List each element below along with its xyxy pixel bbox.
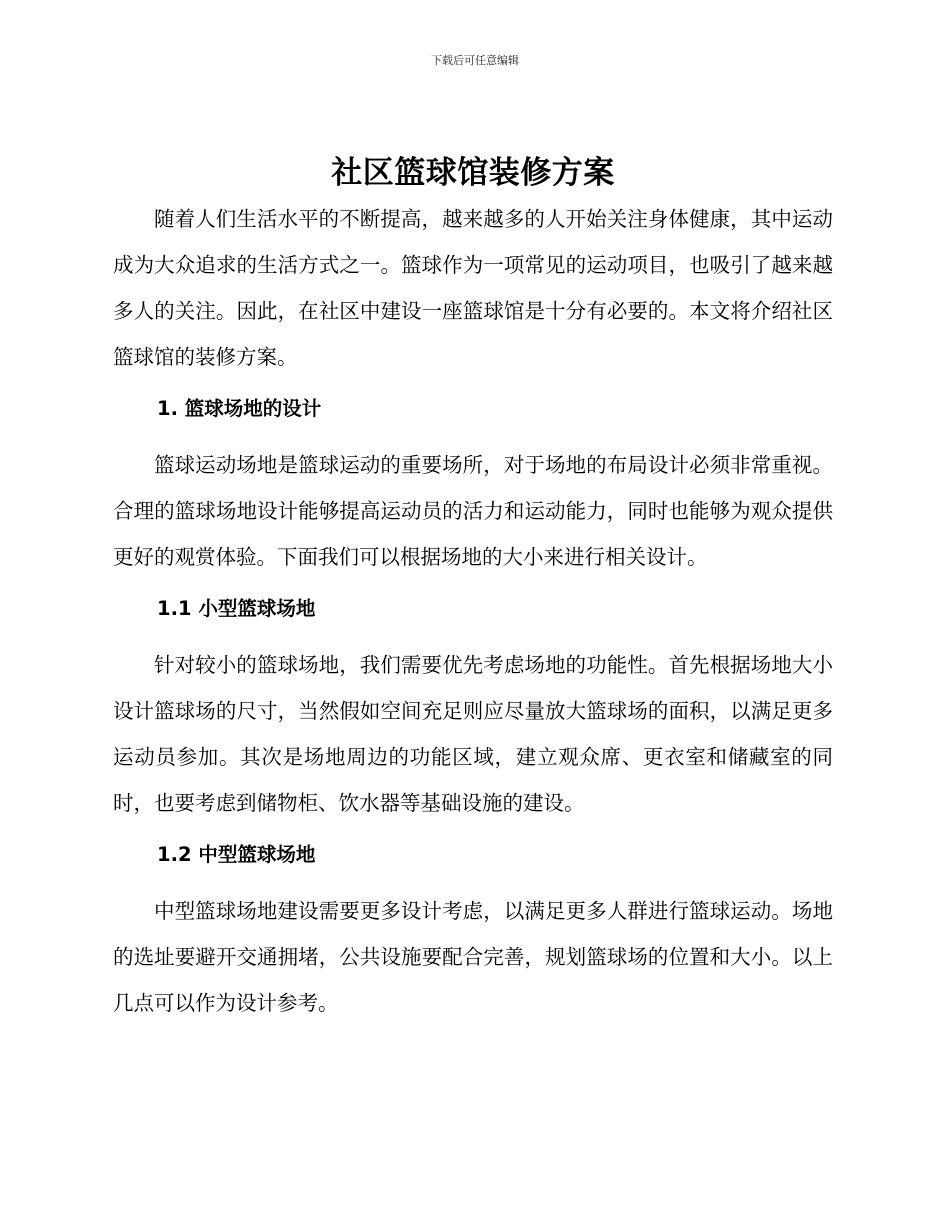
section-heading-small-court: 1.1 小型篮球场地 bbox=[157, 597, 316, 620]
intro-paragraph: 随着人们生活水平的不断提高，越来越多的人开始关注身体健康，其中运动成为大众追求的生活方式之一。篮球作为一项常见的运动项目，也吸引了越来越多人的关注。因此，在社区中建设一座篮球馆是十分有必要的。本文将介绍社区篮球馆的装修方案。 bbox=[113, 207, 833, 369]
section-paragraph-court-design: 篮球运动场地是篮球运动的重要场所，对于场地的布局设计必须非常重视。合理的篮球场地设计能够提高运动员的活力和运动能力，同时也能够为观众提供更好的观赏体验。下面我们可以根据场地的大小来进行相关设计。 bbox=[113, 453, 833, 569]
document-body bbox=[113, 150, 833, 1026]
document-title: 社区篮球馆装修方案 bbox=[331, 155, 615, 191]
section-heading-medium-court: 1.2 中型篮球场地 bbox=[157, 843, 316, 866]
page-header-note: 下载后可任意编辑 bbox=[431, 54, 519, 67]
section-paragraph-small-court: 针对较小的篮球场地，我们需要优先考虑场地的功能性。首先根据场地大小设计篮球场的尺寸，当然假如空间充足则应尽量放大篮球场的面积，以满足更多运动员参加。其次是场地周边的功能区域，建立观众席、更衣室和储藏室的同时，也要考虑到储物柜、饮水器等基础设施的建设。 bbox=[113, 653, 833, 815]
section-heading-court-design: 1. 篮球场地的设计 bbox=[157, 397, 322, 420]
section-paragraph-medium-court: 中型篮球场地建设需要更多设计考虑，以满足更多人群进行篮球运动。场地的选址要避开交通拥堵，公共设施要配合完善，规划篮球场的位置和大小。以上几点可以作为设计参考。 bbox=[113, 899, 833, 1015]
